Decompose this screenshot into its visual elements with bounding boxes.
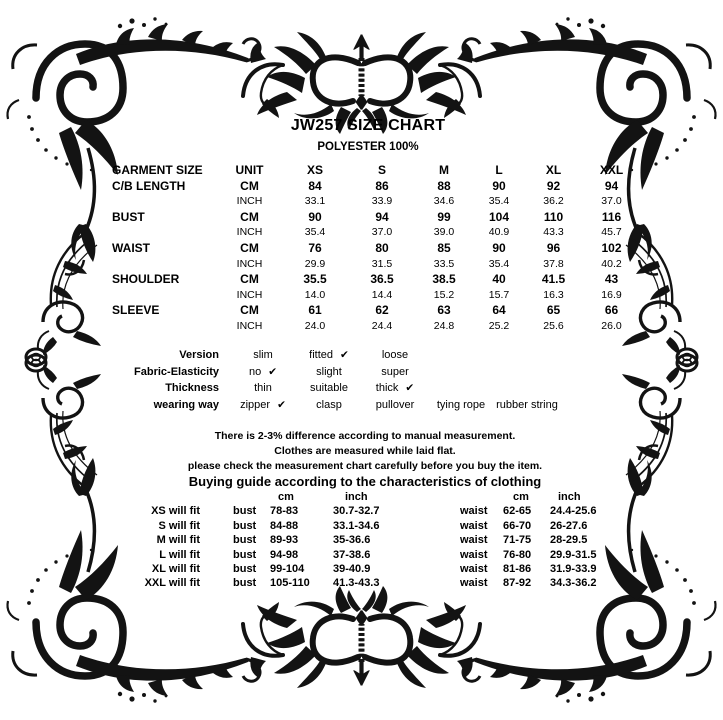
size-value: 45.7: [601, 226, 622, 239]
size-value: 76: [308, 240, 322, 255]
guide-bust-inch-range: 33.1-34.6: [333, 519, 380, 532]
guide-waist-label: waist: [460, 505, 488, 518]
size-table: [112, 163, 641, 335]
guide-bust-inch-range: 39-40.9: [333, 562, 371, 575]
guide-waist-cm-range: 66-70: [503, 519, 532, 532]
size-value: 14.0: [304, 288, 326, 301]
size-value: 92: [546, 178, 561, 193]
check-icon: ✔: [405, 382, 415, 394]
measurement-notes: [0, 429, 723, 474]
spec-option-text: no: [248, 365, 262, 378]
buying-guide-heading: Buying guide according to the characteristics of clothing: [188, 474, 542, 489]
spec-row: [112, 347, 560, 364]
spec-option: [428, 397, 494, 414]
garment-row-label: [112, 194, 218, 210]
guide-waist-cm-range: 87-92: [503, 577, 532, 590]
guide-bust-inch-range: 30.7-32.7: [333, 505, 380, 518]
guide-waist-inch-range: 26-27.6: [550, 519, 588, 532]
guide-waist-inch-range: 28-29.5: [550, 534, 588, 547]
unit-cell: CM: [240, 303, 259, 318]
size-value: 96: [546, 240, 561, 255]
garment-row-label: SHOULDER: [112, 272, 180, 287]
spec-option-text: thin: [254, 382, 272, 394]
guide-size-label: L will fit: [159, 548, 200, 561]
size-value: 25.2: [488, 319, 510, 332]
guide-waist-cm-range: 62-65: [503, 505, 532, 518]
spec-option: [494, 397, 560, 414]
guide-bust-label: bust: [233, 562, 257, 575]
unit-cell: CM: [240, 209, 259, 224]
size-value: 65: [546, 303, 561, 318]
size-table-header-m: M: [439, 163, 449, 177]
garment-row-label: WAIST: [112, 240, 150, 255]
guide-bust-cm-range: 94-98: [270, 548, 299, 561]
size-value: 40.9: [488, 226, 510, 239]
size-value: 90: [492, 178, 506, 193]
size-value: 39.0: [433, 226, 455, 239]
size-value: 29.9: [304, 257, 326, 270]
size-value: 15.2: [433, 288, 455, 301]
garment-row-label: BUST: [112, 209, 145, 224]
spec-option-text: super: [381, 365, 409, 378]
size-value: 62: [375, 303, 389, 318]
unit-cell: CM: [240, 272, 259, 287]
guide-bust-inch-range: 35-36.6: [333, 534, 371, 547]
check-icon: ✔: [277, 398, 286, 411]
spec-option: [362, 380, 428, 397]
size-value: 14.4: [371, 288, 393, 301]
size-value: 90: [308, 209, 322, 224]
spec-option-text: tying rope: [436, 398, 486, 411]
guide-waist-cm-range: 71-75: [503, 534, 532, 547]
guide-waist-inch-range: 24.4-25.6: [550, 505, 597, 518]
check-icon: ✔: [340, 349, 349, 361]
guide-col-header: inch: [558, 491, 581, 503]
garment-row-label: [112, 225, 218, 241]
spec-option: [230, 380, 296, 397]
spec-row: [112, 364, 560, 381]
guide-bust-label: bust: [233, 577, 257, 590]
spec-label: Version: [179, 349, 219, 361]
guide-bust-cm-range: 78-83: [270, 505, 299, 518]
guide-waist-label: waist: [460, 519, 488, 532]
size-value: 40.2: [601, 257, 622, 270]
unit-cell: CM: [240, 240, 259, 255]
spec-option: [362, 397, 428, 414]
size-value: 33.5: [433, 257, 455, 270]
size-value: 43: [604, 272, 619, 287]
size-value: 85: [437, 240, 451, 255]
unit-cell: CM: [240, 178, 259, 193]
spec-option: [230, 364, 296, 381]
size-value: 94: [375, 209, 389, 224]
size-value: 116: [601, 209, 622, 224]
spec-option: [230, 347, 296, 364]
guide-size-label: S will fit: [158, 519, 200, 532]
guide-bust-label: bust: [233, 519, 257, 532]
size-value: 35.4: [488, 257, 510, 270]
size-value: 16.3: [543, 288, 564, 301]
spec-label: Thickness: [165, 382, 219, 394]
size-value: 102: [601, 240, 622, 255]
spec-option-text: slight: [316, 365, 342, 378]
guide-bust-label: bust: [233, 534, 257, 547]
guide-col-header: inch: [345, 491, 368, 503]
spec-option-text: thick: [375, 382, 399, 394]
guide-header-spacer: [460, 490, 503, 504]
size-value: 33.1: [304, 195, 326, 208]
size-value: 35.4: [304, 226, 326, 239]
size-value: 36.2: [543, 195, 564, 208]
unit-cell: INCH: [236, 257, 263, 270]
size-value: 16.9: [601, 288, 622, 301]
size-value: 43.3: [543, 226, 564, 239]
size-value: 26.0: [601, 319, 622, 332]
garment-row-label: SLEEVE: [112, 303, 160, 318]
spec-option: [296, 347, 362, 364]
size-value: 33.9: [371, 195, 393, 208]
guide-col-header: cm: [278, 491, 294, 503]
guide-col-header: cm: [513, 491, 529, 503]
size-value: 63: [437, 303, 451, 318]
guide-header-spacer: [0, 490, 200, 504]
check-icon: ✔: [268, 365, 278, 378]
spec-option-text: suitable: [310, 382, 348, 394]
garment-row-label: C/B LENGTH: [112, 178, 186, 193]
size-value: 99: [437, 209, 451, 224]
size-value: 61: [308, 303, 322, 318]
spec-option: [362, 347, 428, 364]
size-value: 37.0: [601, 195, 622, 208]
size-value: 94: [604, 178, 619, 193]
size-value: 84: [308, 178, 322, 193]
spec-option-text: zipper: [240, 398, 271, 411]
size-value: 34.6: [433, 195, 455, 208]
spec-rows: [112, 347, 560, 413]
spec-option-text: pullover: [375, 398, 415, 411]
buying-guide-table: [0, 490, 630, 591]
guide-waist-cm-range: 81-86: [503, 562, 532, 575]
guide-bust-cm-range: 84-88: [270, 519, 299, 532]
size-value: 24.8: [433, 319, 455, 332]
size-value: 37.0: [371, 226, 393, 239]
guide-bust-cm-range: 105-110: [270, 577, 310, 590]
size-table-header-xl: XL: [545, 163, 562, 177]
size-value: 36.5: [370, 272, 394, 287]
size-value: 38.5: [432, 272, 456, 287]
guide-waist-label: waist: [460, 562, 488, 575]
unit-cell: INCH: [236, 288, 263, 301]
guide-waist-cm-range: 76-80: [503, 548, 532, 561]
spec-option-text: clasp: [316, 398, 342, 411]
guide-bust-cm-range: 99-104: [270, 562, 305, 575]
size-value: 88: [437, 178, 451, 193]
spec-option-text: fitted: [309, 349, 334, 361]
size-table-header-unit: UNIT: [235, 163, 264, 177]
size-table-header-l: L: [495, 163, 503, 177]
guide-size-label: XL will fit: [151, 562, 200, 575]
unit-cell: INCH: [236, 226, 263, 239]
spec-row: [112, 380, 560, 397]
size-value: 35.5: [303, 272, 327, 287]
guide-size-label: XXL will fit: [144, 577, 200, 590]
spec-option-text: rubber string: [496, 398, 558, 411]
size-table-header-s: S: [377, 163, 386, 177]
garment-row-label: [112, 288, 218, 304]
guide-size-label: M will fit: [156, 534, 200, 547]
guide-bust-label: bust: [233, 505, 257, 518]
material-subtitle: POLYESTER 100%: [317, 141, 419, 153]
spec-option: [362, 364, 428, 381]
size-value: 41.5: [541, 272, 566, 287]
size-value: 110: [543, 209, 564, 224]
size-value: 90: [492, 240, 506, 255]
guide-waist-label: waist: [460, 534, 488, 547]
size-value: 37.8: [543, 257, 564, 270]
guide-size-label: XS will fit: [151, 505, 200, 518]
page-title: JW257 SIZE CHART: [290, 117, 446, 134]
guide-waist-inch-range: 29.9-31.5: [550, 548, 597, 561]
spec-option-text: slim: [253, 349, 273, 361]
garment-row-label: [112, 257, 218, 273]
guide-waist-inch-range: 34.3-36.2: [550, 577, 597, 590]
size-value: 80: [375, 240, 389, 255]
size-table-header-garment-size: GARMENT SIZE: [112, 163, 203, 177]
note-line: There is 2-3% difference according to manual measurement.: [214, 430, 516, 442]
size-value: 24.4: [371, 319, 393, 332]
guide-bust-inch-range: 41.3-43.3: [333, 577, 380, 590]
spec-option: [296, 397, 362, 414]
size-value: 66: [604, 303, 619, 318]
guide-bust-inch-range: 37-38.6: [333, 548, 371, 561]
size-value: 64: [492, 303, 506, 318]
guide-bust-label: bust: [233, 548, 257, 561]
note-line: please check the measurement chart carefully before you buy the item.: [187, 460, 543, 472]
garment-row-label: [112, 319, 218, 335]
spec-row: [112, 397, 560, 414]
size-table-header-xs: XS: [306, 163, 323, 177]
size-value: 15.7: [488, 288, 510, 301]
size-value: 24.0: [304, 319, 326, 332]
size-value: 104: [488, 209, 510, 224]
size-value: 40: [492, 272, 506, 287]
unit-cell: INCH: [236, 319, 263, 332]
size-value: 31.5: [371, 257, 393, 270]
unit-cell: INCH: [236, 195, 263, 208]
size-value: 35.4: [488, 195, 510, 208]
size-table-header-xxl: XXL: [599, 163, 624, 177]
spec-label: wearing way: [153, 398, 219, 411]
guide-header-spacer: [200, 490, 270, 504]
guide-bust-cm-range: 89-93: [270, 534, 299, 547]
note-line: Clothes are measured while laid flat.: [274, 445, 456, 457]
spec-option-text: loose: [381, 349, 409, 361]
guide-waist-inch-range: 31.9-33.9: [550, 562, 597, 575]
size-value: 86: [375, 178, 389, 193]
spec-option: [230, 397, 296, 414]
guide-waist-label: waist: [460, 577, 488, 590]
spec-option: [296, 380, 362, 397]
guide-waist-label: waist: [460, 548, 488, 561]
size-value: 25.6: [543, 319, 564, 332]
spec-label: Fabric-Elasticity: [134, 365, 219, 378]
spec-option: [296, 364, 362, 381]
